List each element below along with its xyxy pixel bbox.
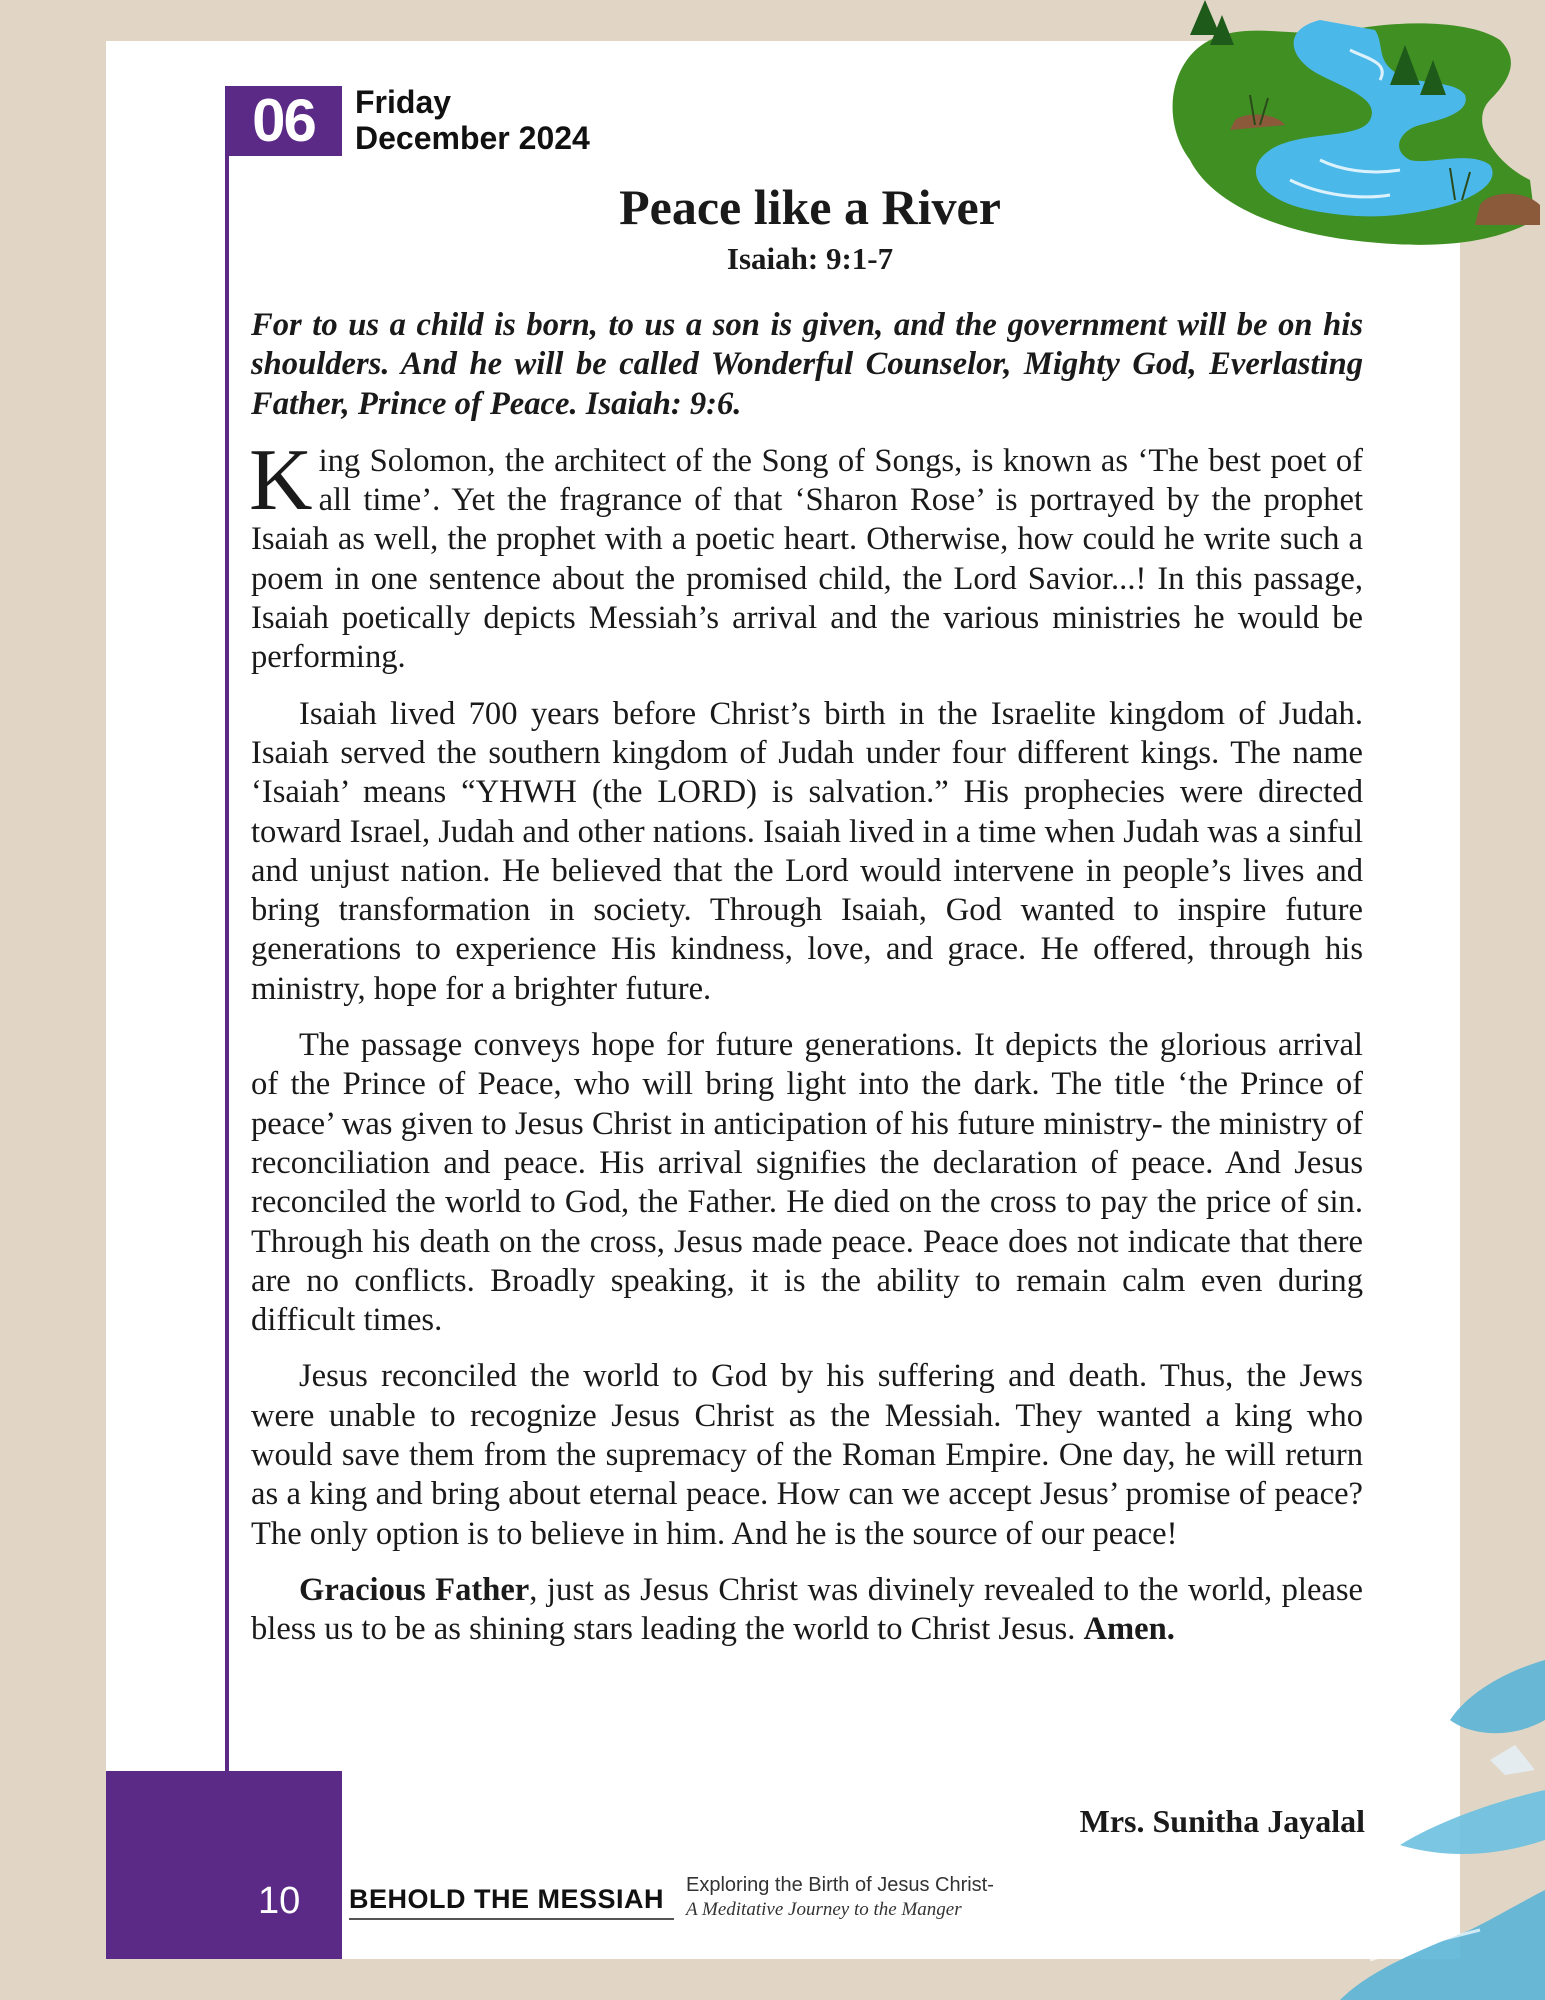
author-name: Mrs. Sunitha Jayalal — [1079, 1803, 1365, 1839]
footer-accent-block — [106, 1771, 342, 1959]
prayer — [251, 1571, 1363, 1650]
brand-subtitle-2: A Meditative Journey to the Manger — [686, 1899, 962, 1920]
paragraph-2: Isaiah lived 700 years before Christ’s birth in the Israelite kingdom of Judah. Isaiah served the southern kingdom of Judah under four different kings. The name ‘Isaiah’ means “YHWH (the LORD) is salvation.” His prophecies were directed toward Israel, Judah and other nations. Isaiah lived in a time when Judah was a sinful and unjust nation. He believed that the Lord would intervene in people’s lives and bring transformation in society. Through Isaiah, God wanted to inspire future generations to experience His kindness, love, and grace. He offered, through his ministry, hope for a brighter future. — [251, 695, 1363, 1007]
paragraph-3: The passage conveys hope for future generations. It depicts the glorious arrival of the Prince of Peace, who will bring light into the dark. The title ‘the Prince of peace’ was given to Jesus Christ in anticipation of his future ministry- the ministry of reconciliation and peace. His arrival signifies the declaration of peace. And Jesus reconciled the world to God, the Father. He died on the cross to pay the price of sin. Through his death on the cross, Jesus made peace. Peace does not indicate that there are no conflicts. Broadly speaking, it is the ability to remain calm even during difficult times. — [251, 1027, 1363, 1339]
brand-subtitle-1: Exploring the Birth of Jesus Christ- — [686, 1874, 994, 1896]
key-verse: For to us a child is born, to us a son is given, and the government will be on his shoulders. And he will be called Wonderful Counselor, Mighty God, Everlasting Father, Prince of Peace. Isaiah: 9:6. — [251, 307, 1363, 422]
left-accent-line — [225, 152, 229, 1772]
paragraph-4: Jesus reconciled the world to God by his suffering and death. Thus, the Jews were unable to recognize Jesus Christ as the Messiah. They wanted a king who would save them from the supremacy of the Roman Empire. One day, he will return as a king and bring about eternal peace. How can we accept Jesus’ promise of peace? The only option is to believe in him. And he is the source of our peace! — [251, 1358, 1363, 1552]
article-title: Peace like a River — [619, 179, 1001, 235]
prayer-body: , just as Jesus Christ was divinely revealed to the world, please bless us to be as shining stars leading the world to Christ Jesus. — [251, 1571, 1364, 1648]
brand-title: BEHOLD THE MESSIAH — [349, 1884, 665, 1914]
prayer-amen: Amen. — [1083, 1611, 1175, 1648]
paragraph-1 — [249, 431, 1363, 678]
prayer-lead: Gracious Father — [299, 1571, 530, 1608]
paragraph-1-text: ing Solomon, the architect of the Song of Songs, is known as ‘The best poet of all time’. Yet the fragrance of that ‘Sharon Rose’ is portrayed by the prophet Isaiah as well, the prophet with a poetic heart. Otherwise, how could he write such a poem in one sentence about the promised child, the Lord Savior...! In this passage, Isaiah poetically depicts Messiah’s arrival and the various ministries he would be performing. — [251, 442, 1363, 676]
drop-cap: K — [249, 431, 313, 529]
weekday: Friday — [355, 84, 452, 120]
brand-underline — [349, 1918, 674, 1920]
scripture-reference: Isaiah: 9:1-7 — [726, 241, 894, 276]
date-label — [355, 84, 590, 156]
month-year: December 2024 — [355, 120, 590, 156]
day-number: 06 — [225, 86, 342, 156]
page-number: 10 — [258, 1880, 301, 1922]
article-body — [251, 306, 1363, 1667]
